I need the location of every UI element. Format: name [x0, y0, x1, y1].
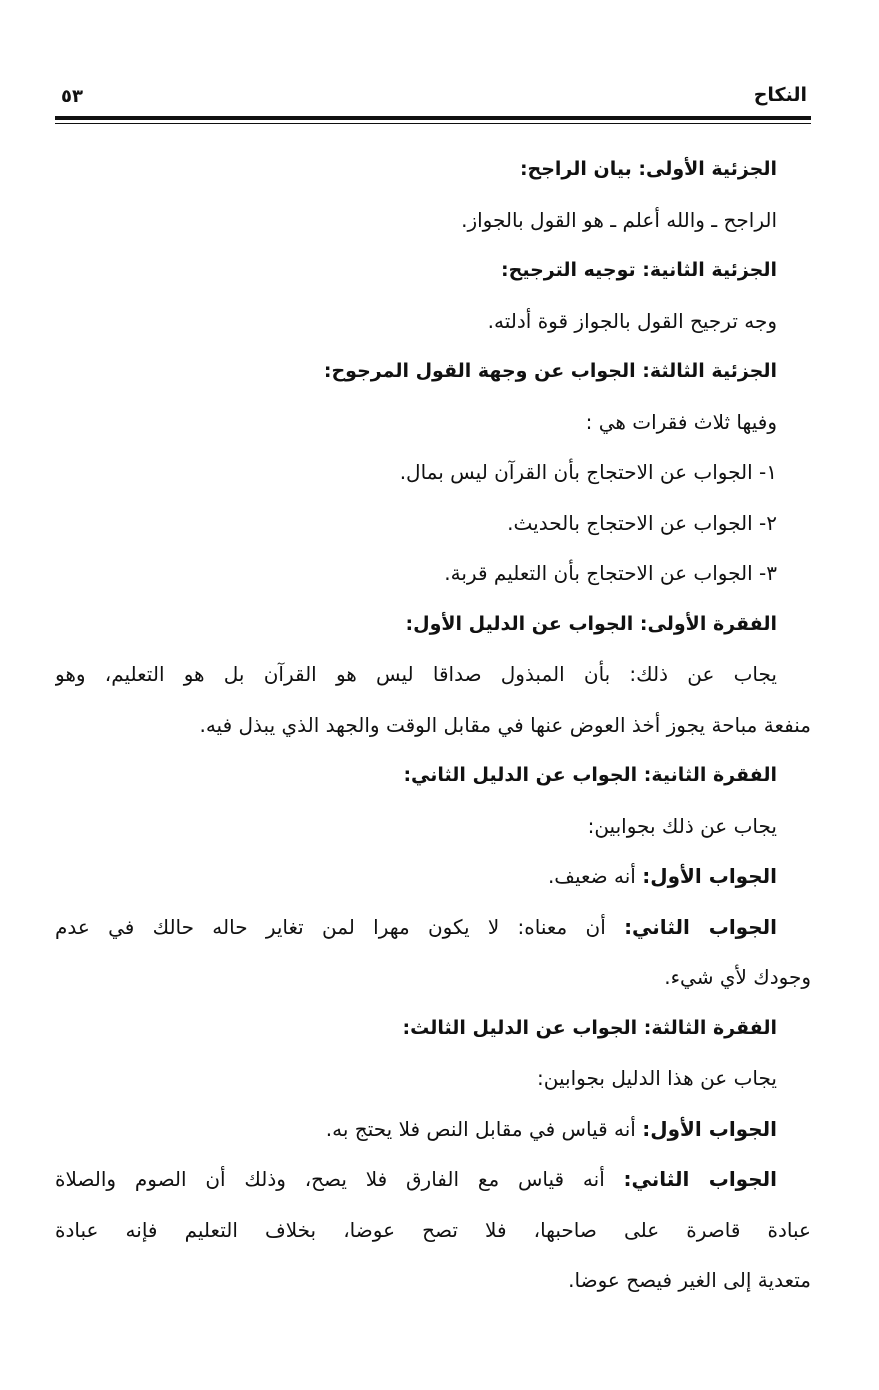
paragraph-line: وجه ترجيح القول بالجواز قوة أدلته.	[487, 308, 777, 333]
answer-label: الجواب الثاني:	[623, 1167, 777, 1191]
paragraph-continuation: متعدية إلى الغير فيصح عوضا.	[568, 1268, 811, 1292]
page-header	[55, 80, 811, 114]
paragraph-line: وفيها ثلاث فقرات هي :	[585, 409, 777, 434]
answer-text: أن معناه: لا يكون مهرا لمن تغاير حاله حالك في عدم	[55, 914, 606, 939]
paragraph-line: يجاب عن ذلك بجوابين:	[587, 813, 777, 838]
paragraph-line: الراجح ـ والله أعلم ـ هو القول بالجواز.	[461, 207, 777, 232]
answer-label: الجواب الأول:	[642, 1116, 777, 1141]
paragraph-line: ٢- الجواب عن الاحتجاج بالحديث.	[507, 510, 777, 535]
answer-label: الجواب الأول:	[642, 864, 777, 888]
running-title: النكاح	[753, 84, 807, 106]
paragraph-line: ١- الجواب عن الاحتجاج بأن القرآن ليس بمال.	[399, 460, 777, 484]
section-heading: الفقرة الأولى: الجواب عن الدليل الأول:	[405, 612, 777, 635]
book-page	[55, 80, 811, 1340]
section-heading: الفقرة الثانية: الجواب عن الدليل الثاني:	[403, 764, 777, 786]
answer-text: أنه ضعيف.	[547, 864, 636, 888]
section-heading: الفقرة الثالثة: الجواب عن الدليل الثالث:	[402, 1016, 777, 1039]
answer-text: أنه قياس مع الفارق فلا يصح، وذلك أن الصوم والصلاة	[55, 1167, 605, 1191]
answer-text: أنه قياس في مقابل النص فلا يحتج به.	[325, 1116, 636, 1141]
answer-line	[55, 1104, 811, 1155]
header-rule-thin	[55, 123, 811, 124]
section-heading: الجزئية الثانية: توجيه الترجيح:	[501, 259, 777, 281]
paragraph-continuation: عبادة قاصرة على صاحبها، فلا تصح عوضا، بخلاف التعليم فإنه عبادة	[55, 1217, 811, 1242]
answer-label: الجواب الثاني:	[624, 914, 777, 939]
paragraph-continuation: وجودك لأي شيء.	[664, 965, 811, 989]
page-number: ٥٣	[61, 86, 83, 107]
header-rule-thick	[55, 116, 811, 120]
answer-line	[55, 1154, 811, 1205]
section-heading: الجزئية الثالثة: الجواب عن وجهة القول المرجوح:	[323, 360, 777, 382]
page-body	[55, 144, 811, 1306]
paragraph-line: يجاب عن ذلك: بأن المبذول صداقا ليس هو القرآن بل هو التعليم، وهو	[55, 662, 777, 686]
paragraph-line: ٣- الجواب عن الاحتجاج بأن التعليم قربة.	[444, 561, 777, 585]
section-heading: الجزئية الأولى: بيان الراجح:	[519, 158, 777, 180]
answer-line	[55, 902, 811, 953]
paragraph-continuation: منفعة مباحة يجوز أخذ العوض عنها في مقابل الوقت والجهد الذي يبذل فيه.	[199, 712, 811, 737]
paragraph-line: يجاب عن هذا الدليل بجوابين:	[537, 1066, 777, 1090]
answer-line	[55, 851, 811, 902]
